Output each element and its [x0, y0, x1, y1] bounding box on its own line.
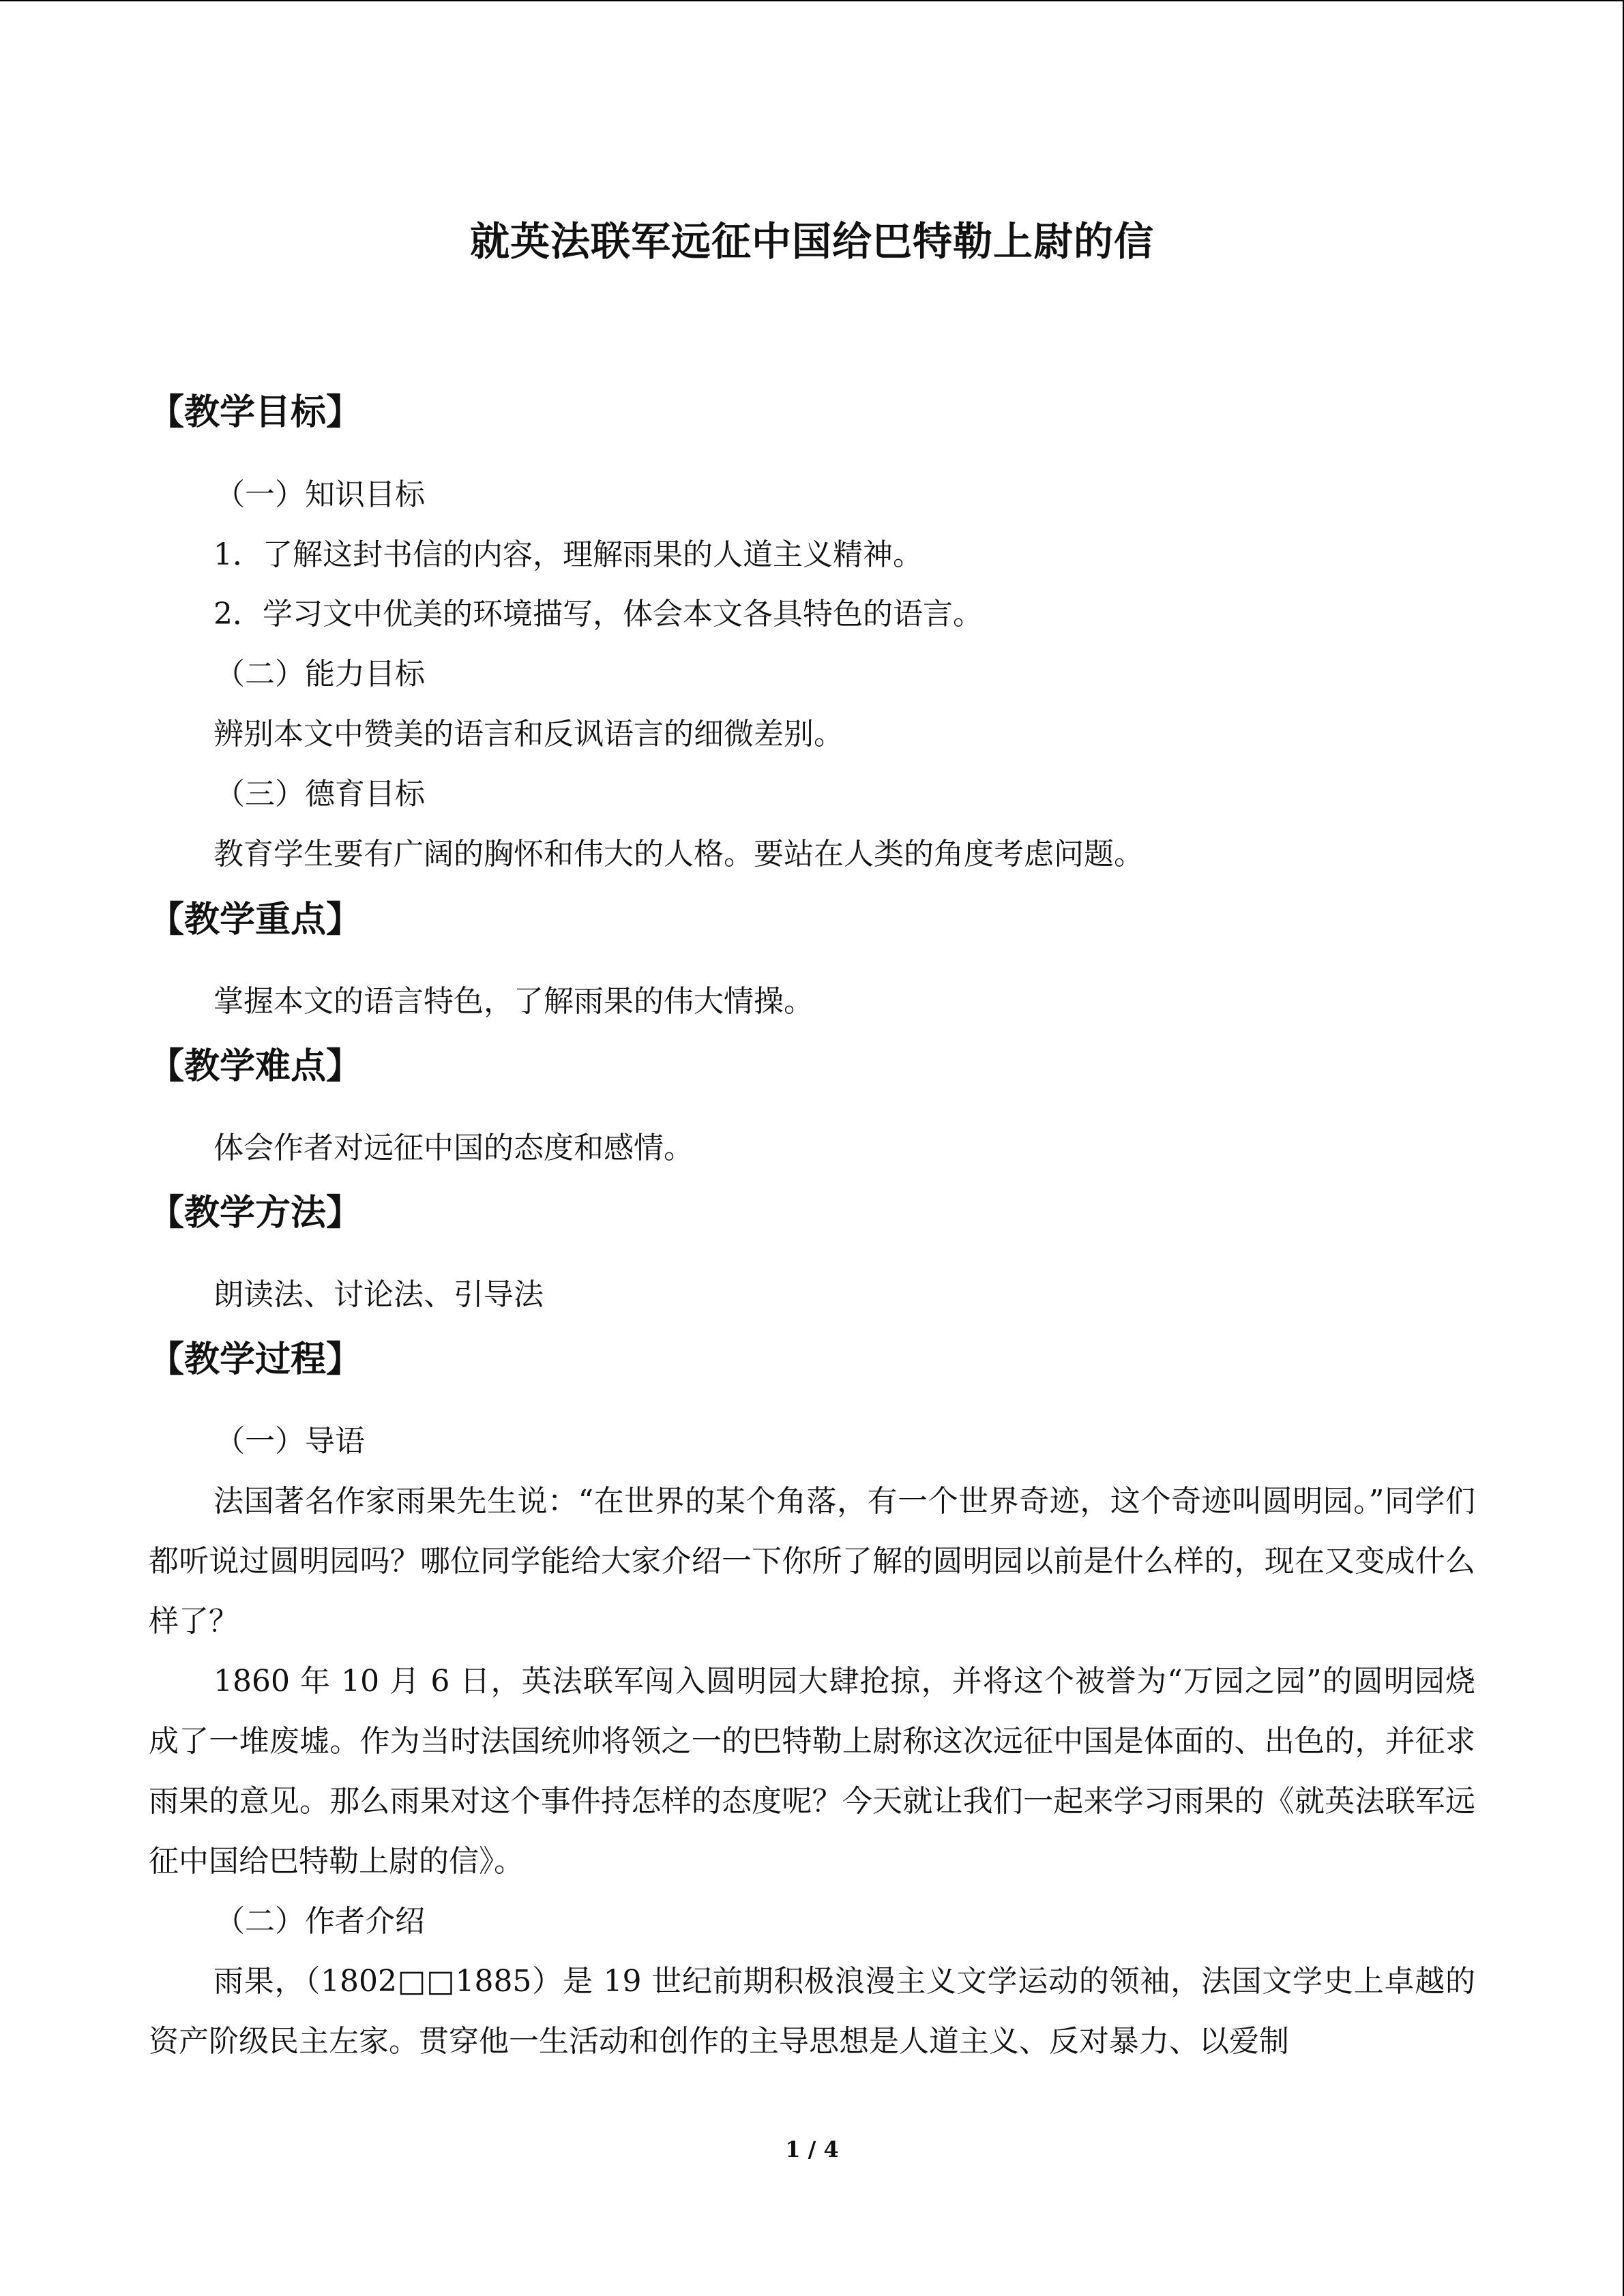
document-title: 就英法联军远征中国给巴特勒上尉的信: [469, 218, 1154, 265]
ability-goal-text: 辨别本文中赞美的语言和反讽语言的细微差别。: [213, 717, 844, 751]
knowledge-goal-item-2: 2．学习文中优美的环境描写，体会本文各具特色的语言。: [213, 597, 983, 631]
moral-goal-text: 教育学生要有广阔的胸怀和伟大的人格。要站在人类的角度考虑问题。: [213, 837, 1144, 871]
heading-process: 【教学过程】: [149, 1339, 362, 1380]
author-paragraph: 雨果，（1802□□1885）是 19 世纪前期积极浪漫主义文学运动的领袖，法国文学史上卓越的资产阶级民主左家。贯穿他一生活动和创作的主导思想是人道主义、反对暴力、以爱制: [149, 1964, 1475, 2059]
intro-paragraph-1: 法国著名作家雨果先生说：“在世界的某个角落，有一个世界奇迹，这个奇迹叫圆明园。”同学们都听说过圆明园吗？哪位同学能给大家介绍一下你所了解的圆明园以前是什么样的，现在又变成什么样了？: [149, 1484, 1475, 1639]
author-label: （二）作者介绍: [215, 1904, 425, 1939]
moral-goal-label: （三）德育目标: [215, 777, 425, 811]
heading-key-points: 【教学重点】: [149, 899, 362, 940]
difficulties-text: 体会作者对远征中国的态度和感情。: [213, 1131, 694, 1165]
heading-methods: 【教学方法】: [149, 1193, 362, 1234]
heading-difficulties: 【教学难点】: [149, 1046, 362, 1087]
knowledge-goal-item-1: 1．了解这封书信的内容，理解雨果的人道主义精神。: [213, 537, 923, 572]
page-number: 1 / 4: [785, 2136, 839, 2162]
methods-text: 朗读法、讨论法、引导法: [213, 1277, 544, 1312]
knowledge-goal-label: （一）知识目标: [215, 477, 425, 512]
intro-label: （一）导语: [215, 1424, 365, 1459]
heading-teaching-goals: 【教学目标】: [149, 392, 362, 433]
intro-paragraph-2: 1860 年 10 月 6 日，英法联军闯入圆明园大肆抢掠，并将这个被誉为“万园之园”的圆明园烧成了一堆废墟。作为当时法国统帅将领之一的巴特勒上尉称这次远征中国是体面的、出色的，并征求雨果的意见。那么雨果对这个事件持怎样的态度呢？今天就让我们一起来学习雨果的《就英法联军远征中国给巴特勒上尉的信》。: [149, 1664, 1475, 1879]
key-points-text: 掌握本文的语言特色，了解雨果的伟大情操。: [213, 984, 814, 1019]
ability-goal-label: （二）能力目标: [215, 657, 425, 691]
